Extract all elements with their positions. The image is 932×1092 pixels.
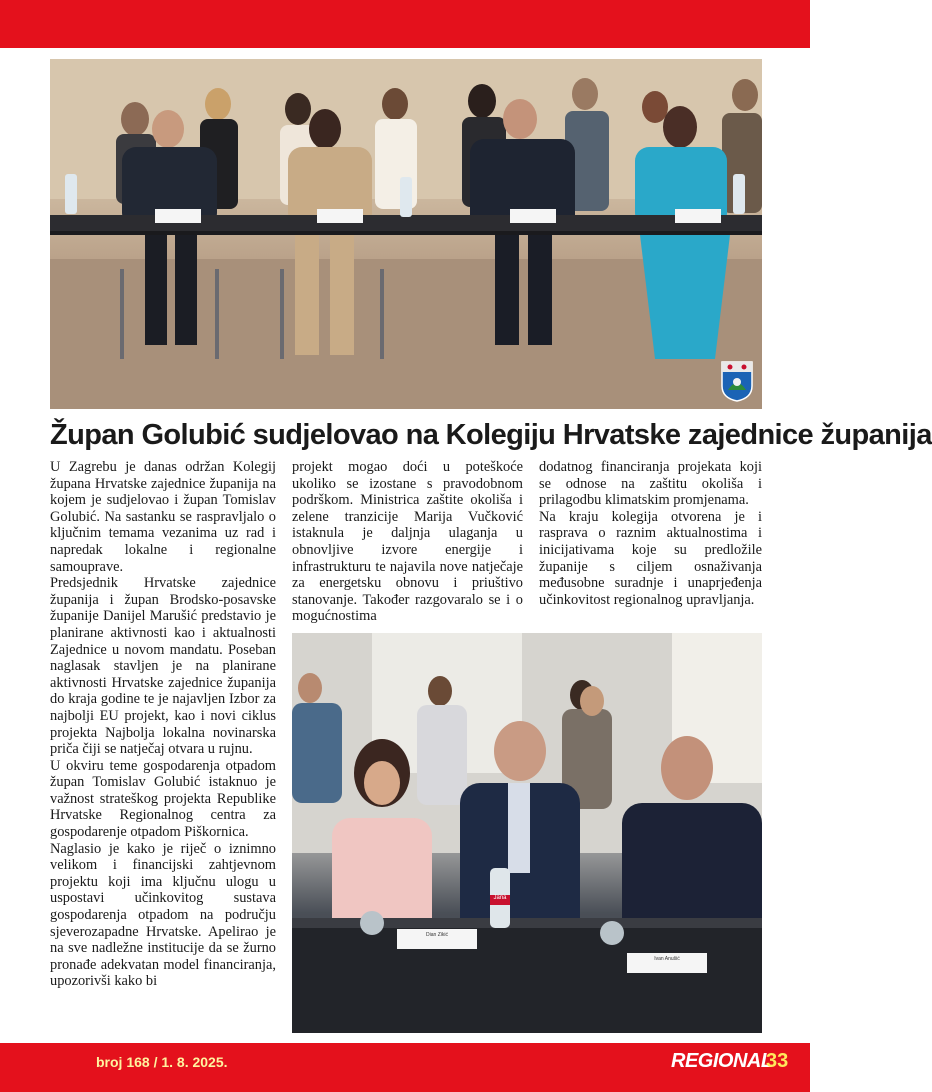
article-column-1 <box>50 459 276 1035</box>
publication-logo: REGIONAL <box>671 1050 773 1072</box>
county-crest-icon <box>720 360 754 402</box>
paragraph: Na kraju kolegija otvorena je i rasprava o raznim aktualnostima i inicijativama koje su predložile županije s ciljem osnaživanja međusobne suradnje i unaprjeđenja učinkovitost regionalnog upravljanja. <box>539 508 762 608</box>
paragraph: U okviru teme gospodarenja otpadom župan Tomislav Golubić istaknuo je važnost strateškog projekta Republike Hrvatske Regionalnog centra za gospodarenje otpadom Piškornica. <box>50 757 276 841</box>
article-column-2 <box>292 459 523 627</box>
paragraph: Naglasio je kako je riječ o iznimno velikom i financijski zahtjevnom projektu koji ima ključnu ulogu u uspostavi učinkovitog sustava gospodarenja otpadom na području sjeverozapadne Hrvatske. Apelirao je na sve nadležne institucije da se žurno pronađe adekvatan model financiranja, upozorivši kako bi <box>50 840 276 990</box>
article-column-3 <box>539 459 762 627</box>
delegates-photo-illustration <box>292 633 762 1033</box>
photo-conference-panel <box>50 59 762 409</box>
panel-photo-illustration <box>50 59 762 409</box>
paragraph: U Zagrebu je danas održan Kolegij županа Hrvatske zajednice županija na kojem je sudjelovao i župan Tomislav Golubić. Na sastanku se raspravljalo o ključnim temama vezanima uz rad i napredak lokalne i regionalne samouprave. <box>50 459 276 575</box>
name-card-1: Dian Zikić <box>426 932 448 938</box>
photo-delegates-seated <box>292 633 762 1033</box>
article-headline: Župan Golubić sudjelovao na Kolegiju Hrvatske zajednice županija <box>50 419 932 451</box>
top-red-bar <box>0 0 810 48</box>
name-card-2: Ivan Anušić <box>654 956 680 962</box>
paragraph: Predsjednik Hrvatske zajednice županija i župan Brodsko-posavske županije Danijel Marušić predstavio je planirane aktivnosti kao i aktualnosti Zajednice u novom mandatu. Poseban naglasak stavljen je na planirane aktivnosti Hrvatske zajednice županija do kraja godine te je najavljen Izbor za najbolji EU projekt, kao i novi ciklus projekta Najbolja lokalna novinarska priča čiji se natječaj otvara u rujnu. <box>50 575 276 758</box>
page-number: 33 <box>766 1050 789 1072</box>
issue-date: broj 168 / 1. 8. 2025. <box>96 1054 228 1070</box>
bottle-label: Jana <box>493 895 507 901</box>
paragraph: dodatnog financiranja projekata koji se odnose na zaštitu okoliša i prilagodbu klimatskim promjenama. <box>539 459 762 509</box>
paragraph: projekt mogao doći u poteškoće ukoliko se izostane s pravodobnom podrškom. Ministrica zaštite okoliša i zelene tranzicije Marija Vučković istaknula je daljnja ulaganja u obnovljive izvore energije i infrastrukturu te najavila nove natječaje za energetsku obnovu i priuštivo stanovanje. Također razgovaralo se i o mogućnostima <box>292 459 523 625</box>
